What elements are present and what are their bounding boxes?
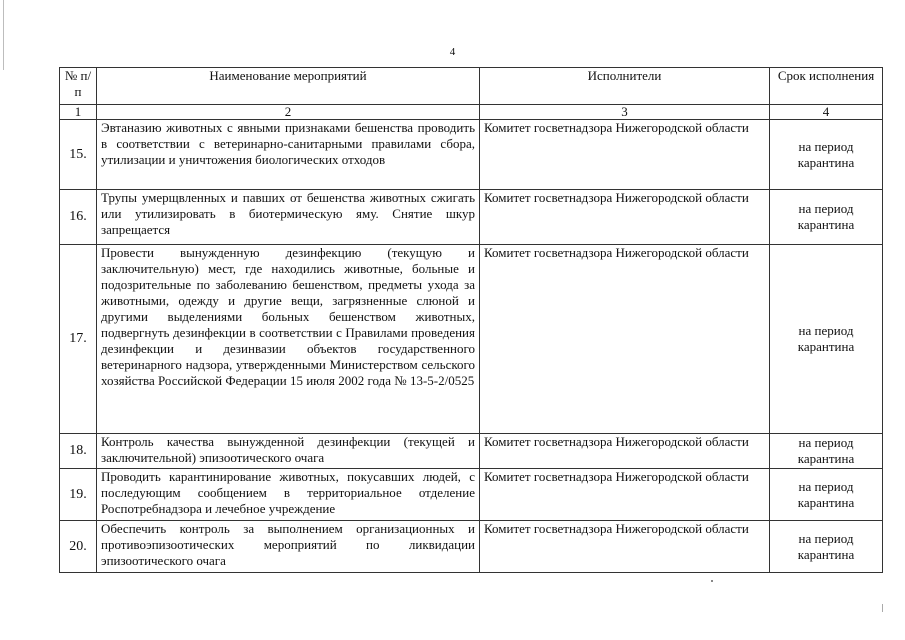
row-number: 19.	[60, 469, 97, 521]
row-executor: Комитет госветнадзора Нижегородской области	[480, 245, 770, 434]
table-row	[60, 190, 883, 245]
row-measure: Проводить карантинирование животных, покусавших людей, с последующим сообщением в территориальное отделение Роспотребнадзора и лечебное учреждение	[97, 469, 480, 521]
measures-table	[59, 67, 883, 573]
table-row	[60, 469, 883, 521]
row-term: на период карантина	[770, 190, 883, 245]
row-number: 18.	[60, 434, 97, 469]
row-executor: Комитет госветнадзора Нижегородской области	[480, 434, 770, 469]
row-number: 20.	[60, 521, 97, 573]
scan-mark	[882, 604, 883, 612]
column-index: 3	[480, 105, 770, 120]
column-index-row	[60, 105, 883, 120]
header-term: Срок исполнения	[770, 68, 883, 105]
header-executors: Исполнители	[480, 68, 770, 105]
row-number: 15.	[60, 120, 97, 190]
row-measure: Контроль качества вынужденной дезинфекции (текущей и заключительной) эпизоотического очага	[97, 434, 480, 469]
header-name: Наименование мероприятий	[97, 68, 480, 105]
row-number: 16.	[60, 190, 97, 245]
row-executor: Комитет госветнадзора Нижегородской области	[480, 521, 770, 573]
row-executor: Комитет госветнадзора Нижегородской области	[480, 469, 770, 521]
row-measure: Обеспечить контроль за выполнением организационных и противоэпизоотических мероприятий по ликвидации эпизоотического очага	[97, 521, 480, 573]
row-executor: Комитет госветнадзора Нижегородской области	[480, 120, 770, 190]
row-term: на период карантина	[770, 469, 883, 521]
table-row	[60, 120, 883, 190]
header-num: № п/п	[60, 68, 97, 105]
row-executor: Комитет госветнадзора Нижегородской области	[480, 190, 770, 245]
page-number: 4	[449, 46, 456, 58]
row-measure: Провести вынужденную дезинфекцию (текущую и заключительную) мест, где находились животные, больные и подозрительные по заболеванию бешенством, предметы ухода за животными, одежду и другие вещи, загрязненные слюной и другими выделениями больных бешенством животных, подвергнуть дезинфекции в соответствии с Правилами проведения дезинфекции и дезинвазии объектов государственного ветеринарного надзора, утвержденными Министерством сельского хозяйства Российской Федерации 15 июля 2002 года № 13-5-2/0525	[97, 245, 480, 434]
row-term: на период карантина	[770, 521, 883, 573]
table-header-row	[60, 68, 883, 105]
row-number: 17.	[60, 245, 97, 434]
page-edge-line	[3, 0, 4, 70]
table-row	[60, 521, 883, 573]
row-measure: Трупы умерщвленных и павших от бешенства животных сжигать или утилизировать в биотермическую яму. Снятие шкур запрещается	[97, 190, 480, 245]
column-index: 4	[770, 105, 883, 120]
row-measure: Эвтаназию животных с явными признаками бешенства проводить в соответствии с ветеринарно-санитарными правилами сбора, утилизации и уничтожения биологических отходов	[97, 120, 480, 190]
row-term: на период карантина	[770, 434, 883, 469]
scan-dot	[711, 580, 713, 582]
column-index: 1	[60, 105, 97, 120]
table-row	[60, 434, 883, 469]
column-index: 2	[97, 105, 480, 120]
row-term: на период карантина	[770, 120, 883, 190]
table-row	[60, 245, 883, 434]
row-term: на период карантина	[770, 245, 883, 434]
